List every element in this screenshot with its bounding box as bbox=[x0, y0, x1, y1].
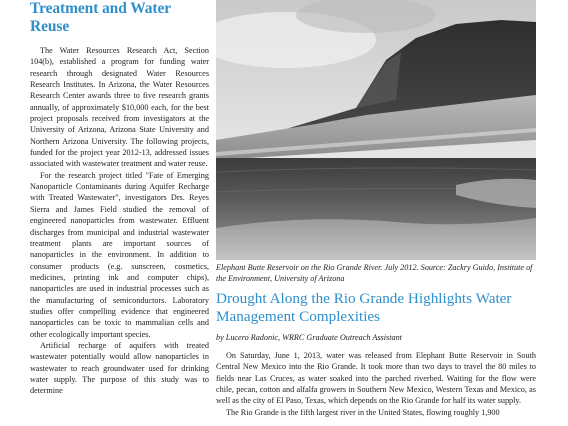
right-article-heading: Drought Along the Rio Grande Highlights Water Management Complexities bbox=[216, 290, 512, 325]
right-article-byline: by Lucero Radonic, WRRC Graduate Outreach Assistant bbox=[216, 333, 402, 342]
photo-caption: Elephant Butte Reservoir on the Rio Grande River. July 2012. Source: Zackry Guido, Institute of the Environment, University of Arizona bbox=[216, 263, 533, 283]
left-article-paragraph: Artificial recharge of aquifers with treated wastewater potentially would allow nanoparticles in wastewater to reach groundwater used for drinking water supply. The purpose of this study was to determine bbox=[30, 340, 209, 396]
left-article-heading: Treatment and Water Reuse bbox=[30, 0, 171, 35]
reservoir-photo-image bbox=[216, 0, 536, 260]
reservoir-photo bbox=[216, 0, 536, 260]
left-article bbox=[30, 0, 209, 426]
left-article-body bbox=[30, 45, 209, 397]
right-article-paragraph: On Saturday, June 1, 2013, water was released from Elephant Butte Reservoir in South Central New Mexico into the Rio Grande. It took more than two days to travel the 80 miles to fields near Las Cruces, as water soaked into the parched riverbed. Waiting for the flow were chile, pecan, cotton and alfalfa growers in Southern New Mexico, Western Texas and Mexico, as well as the city of El Paso, Texas, which depends on the Rio Grande for half its water supply. bbox=[216, 351, 536, 406]
left-article-paragraph: For the research project titled "Fate of Emerging Nanoparticle Contaminants during Aquifer Recharge with Treated Wastewater", investigators Drs. Reyes Sierra and James Field studied the removal of engineered nanoparticles from wastewater. Effluent discharges from municipal and industrial wastewater treatment plants are important sources of nanoparticles in the environment. In addition to consumer products (e.g. sunscreen, cosmetics, medicines, printing ink and computer chips), nanoparticles are used in industrial processes such as the manufacturing of semiconductors. Laboratory studies offer compelling evidence that engineered nanoparticles can be toxic to mammalian cells and other ecologically important species. bbox=[30, 170, 209, 339]
left-article-paragraph: The Water Resources Research Act, Section 104(b), established a program for funding water research through designated Water Resources Research Institutes. In Arizona, the Water Resources Research Center awards three to five research grants annually, of approximately $10,000 each, for the best project proposals received from investigators at the University of Arizona, Arizona State University and Northern Arizona University. The following projects, funded for the project year 2012-13, addressed issues associated with wastewater treatment and water reuse. bbox=[30, 46, 209, 169]
right-article-paragraph: The Rio Grande is the fifth largest river in the United States, flowing roughly 1,900 bbox=[226, 407, 500, 417]
right-article-body bbox=[216, 350, 536, 426]
